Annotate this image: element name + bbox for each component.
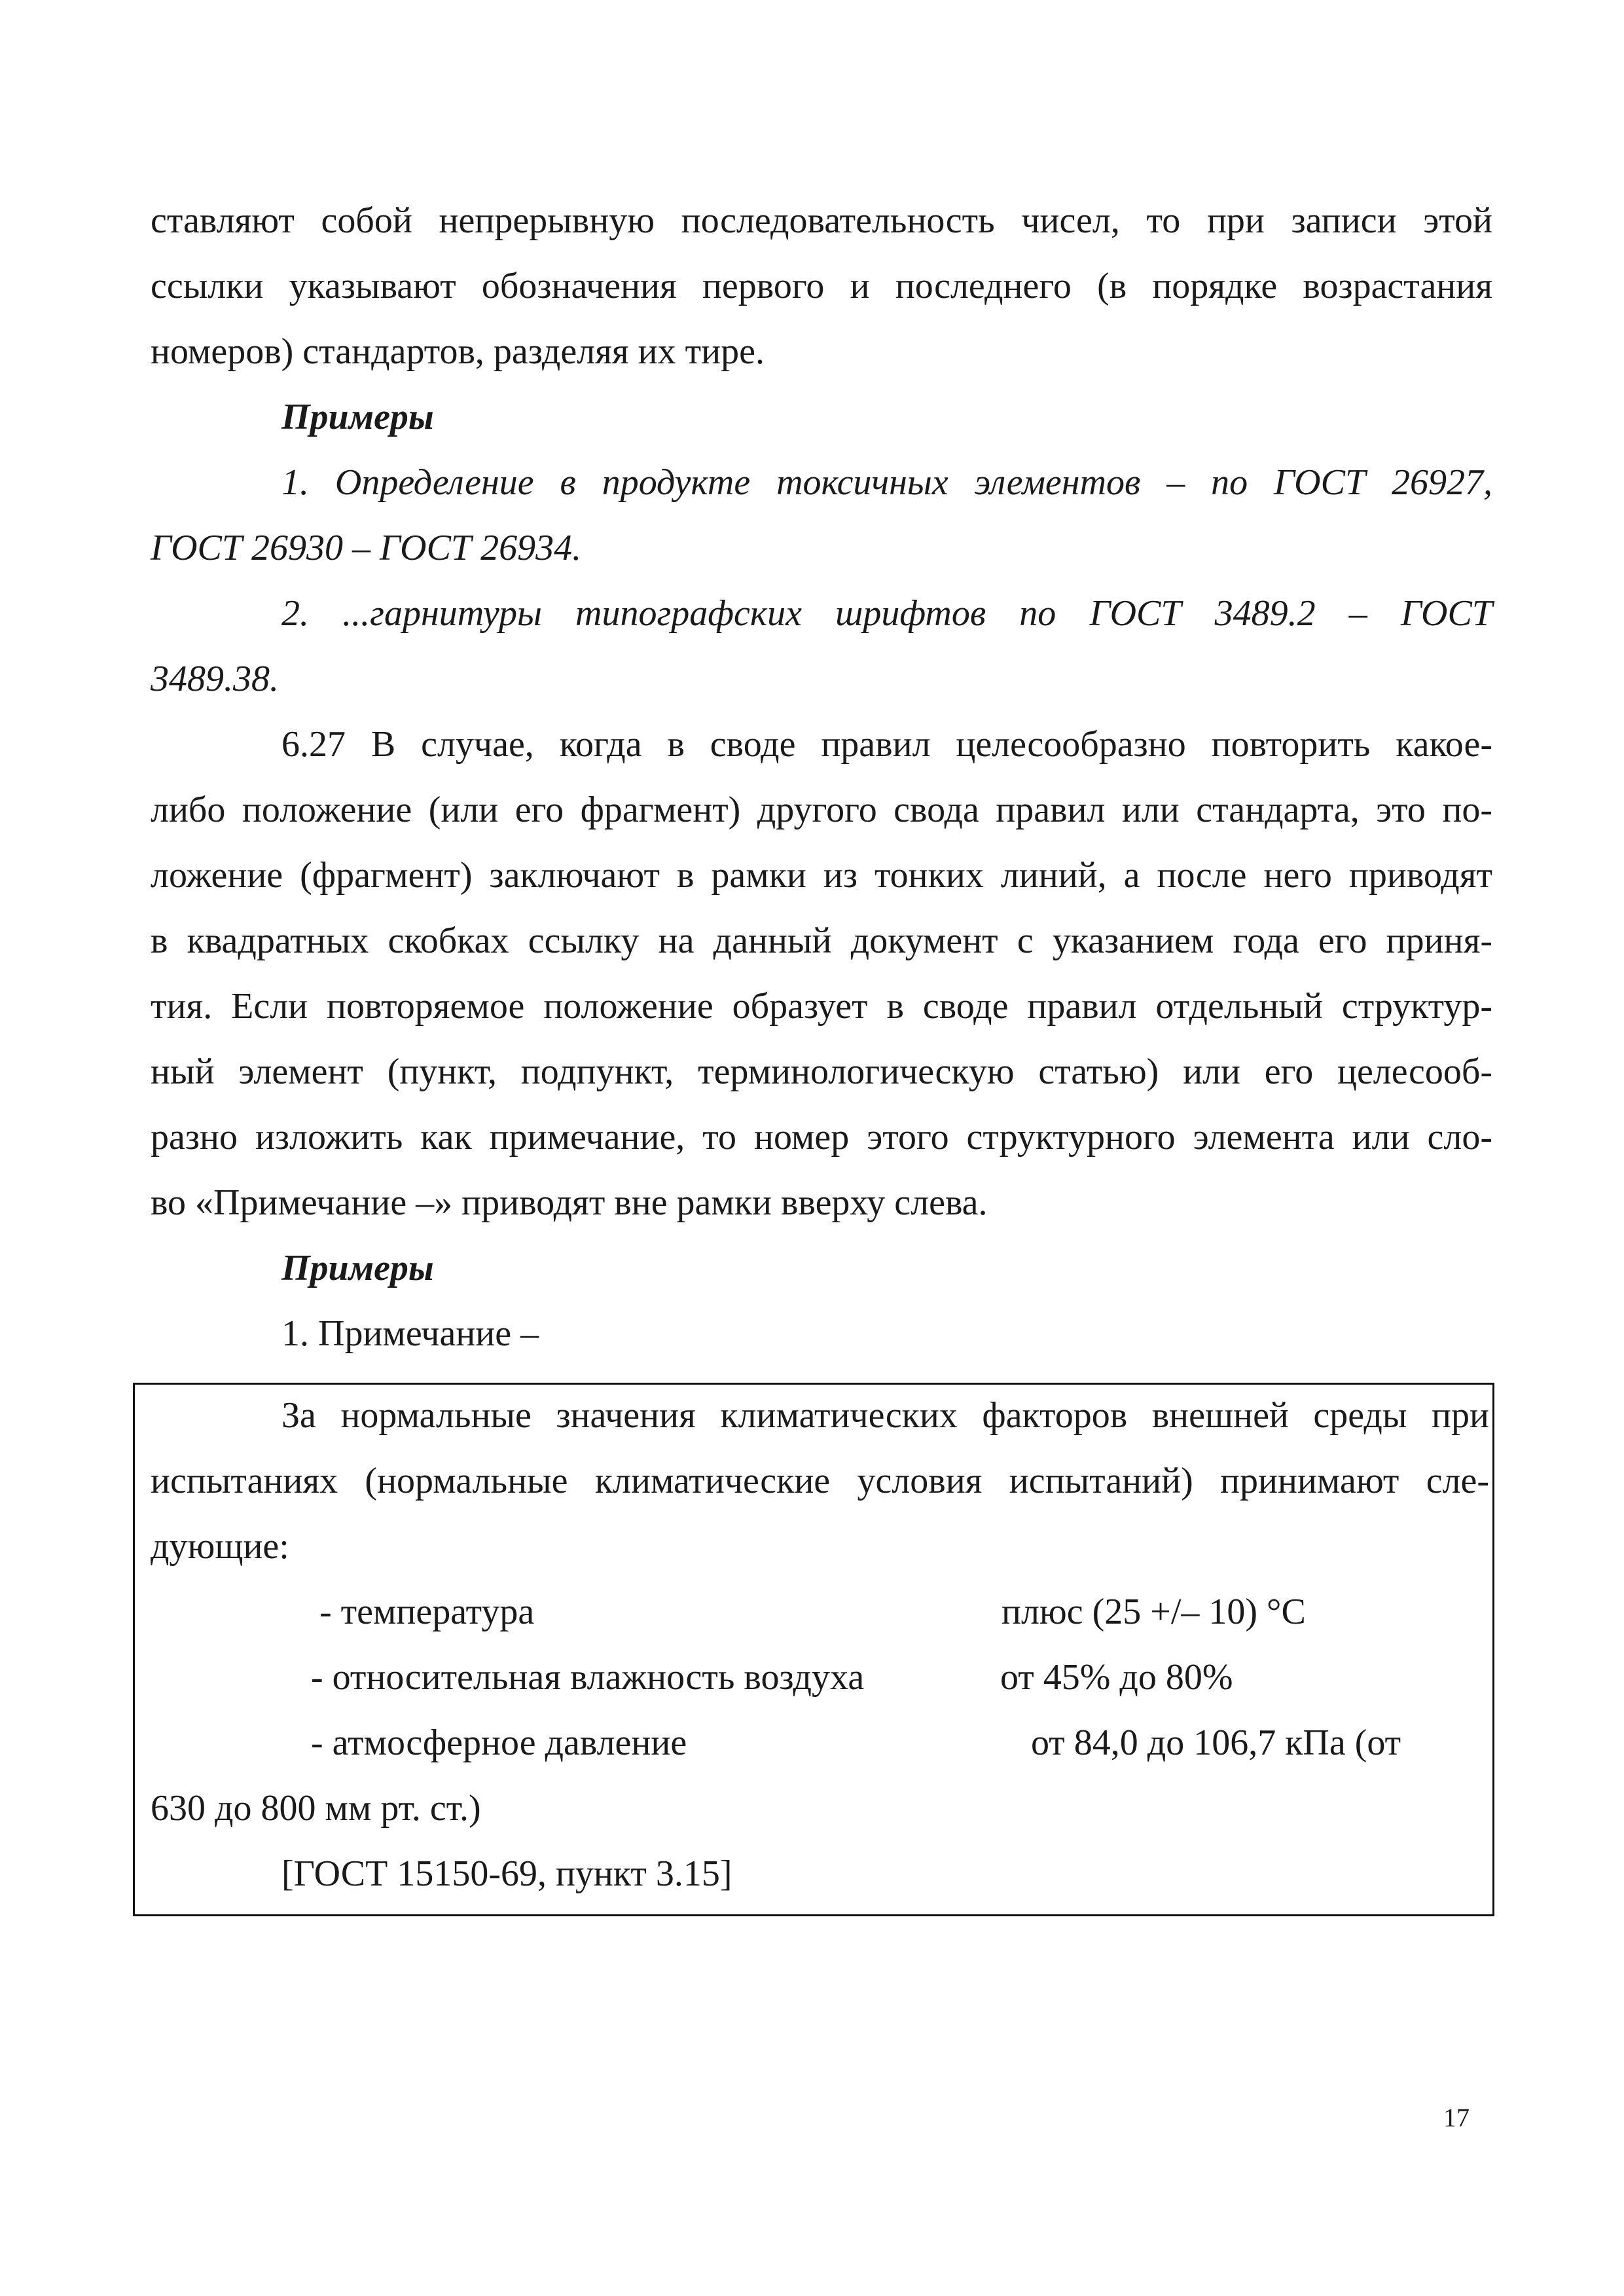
section-6-27-line: ный элемент (пункт, подпункт, терминологическую статью) или его целесооб- [151, 1051, 1492, 1092]
paragraph-line: номеров) стандартов, разделяя их тире. [151, 331, 765, 372]
example-line: 1. Определение в продукте токсичных элементов – по ГОСТ 26927, [281, 462, 1492, 503]
section-6-27-line: разно изложить как примечание, то номер этого структурного элемента или сло- [151, 1117, 1492, 1157]
param-name: - относительная влажность воздуха [311, 1657, 865, 1698]
section-6-27-line: в квадратных скобках ссылку на данный документ с указанием года его приня- [151, 920, 1492, 961]
section-6-27-line: ложение (фрагмент) заключают в рамки из тонких линий, а после него приводят [151, 855, 1492, 896]
boxed-note-line: испытаниях (нормальные климатические условия испытаний) принимают сле- [151, 1461, 1489, 1501]
param-name: - атмосферное давление [311, 1722, 687, 1763]
example-line: ГОСТ 26930 – ГОСТ 26934. [151, 528, 582, 568]
note-label: 1. Примечание – [281, 1313, 539, 1354]
example-line: 2. ...гарнитуры типографских шрифтов по ГОСТ 3489.2 – ГОСТ [281, 593, 1492, 634]
section-6-27-line: тия. Если повторяемое положение образует в своде правил отдельный структур- [151, 986, 1492, 1027]
standard-reference: [ГОСТ 15150-69, пункт 3.15] [281, 1853, 732, 1894]
boxed-note-line: За нормальные значения климатических факторов внешней среды при [281, 1395, 1489, 1436]
param-value: от 45% до 80% [1000, 1657, 1233, 1698]
page-number: 17 [1443, 2103, 1470, 2132]
section-6-27-line: 6.27 В случае, когда в своде правил целесообразно повторить какое- [281, 724, 1492, 765]
param-value: от 84,0 до 106,7 кПа (от [1031, 1722, 1401, 1763]
param-continuation: 630 до 800 мм рт. ст.) [151, 1788, 481, 1829]
paragraph-line: ставляют собой непрерывную последовательность чисел, то при записи этой [151, 200, 1492, 241]
section-6-27-line: либо положение (или его фрагмент) другого свода правил или стандарта, это по- [151, 790, 1492, 830]
section-6-27-line: во «Примечание –» приводят вне рамки вверху слева. [151, 1182, 988, 1223]
param-value: плюс (25 +/– 10) °С [1001, 1592, 1306, 1632]
paragraph-line: ссылки указывают обозначения первого и последнего (в порядке возрастания [151, 266, 1492, 306]
examples-heading: Примеры [281, 397, 434, 437]
examples-heading: Примеры [281, 1248, 434, 1288]
param-name: - температура [319, 1592, 535, 1632]
boxed-note-line: дующие: [151, 1526, 289, 1567]
example-line: 3489.38. [151, 659, 279, 699]
